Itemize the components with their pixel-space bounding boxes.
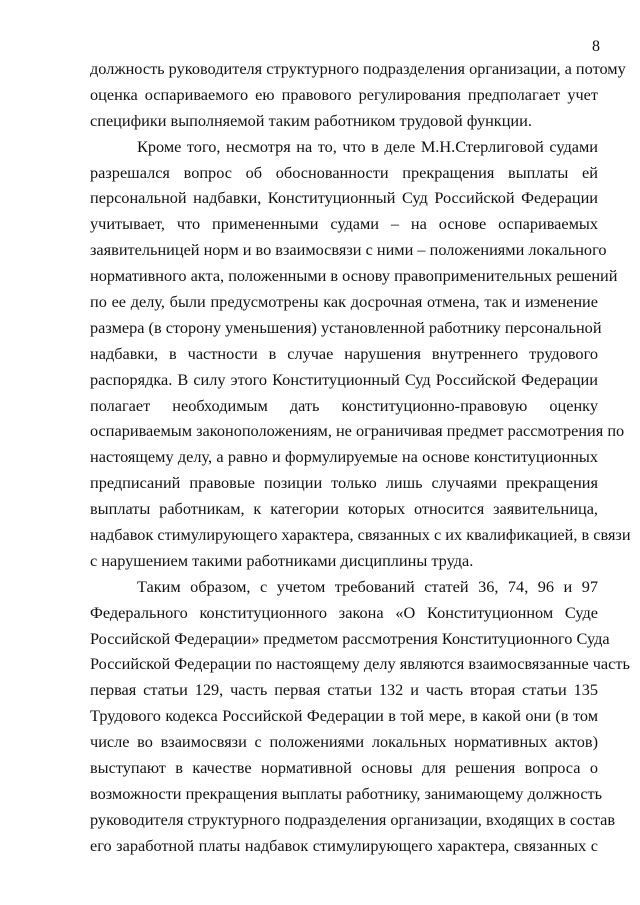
text-line: Таким образом, с учетом требований статей 36, 74, 96 и 97 xyxy=(137,576,598,596)
text-line: Российской Федерации по настоящему делу являются взаимосвязанные часть xyxy=(90,654,630,674)
text-line: по ее делу, были предусмотрены как досрочная отмена, так и изменение xyxy=(90,292,598,312)
document-body xyxy=(90,56,631,859)
page-number: 8 xyxy=(592,38,600,55)
text-line: Трудового кодекса Российской Федерации в той мере, в какой они (в том xyxy=(90,706,598,726)
text-line: должность руководителя структурного подразделения организации, а потому xyxy=(90,59,626,78)
text-line: с нарушением такими работниками дисциплины труда. xyxy=(90,550,474,570)
paragraph-1 xyxy=(90,56,626,134)
text-line: руководителя структурного подразделения организации, входящих в состав xyxy=(90,809,616,829)
text-line: выступают в качестве нормативной основы для решения вопроса о xyxy=(90,758,598,778)
text-line: специфики выполняемой таким работником трудовой функции. xyxy=(90,110,532,130)
text-line: размера (в сторону уменьшения) установленной работнику персональной xyxy=(90,317,602,337)
text-line: выплаты работникам, к категории которых относится заявительница, xyxy=(90,499,598,519)
text-line: оценка оспариваемого ею правового регулирования предполагает учет xyxy=(90,84,598,104)
text-line: полагает необходимым дать конституционно-правовую оценку xyxy=(90,395,598,415)
text-line: надбавки, в частности в случае нарушения внутреннего трудового xyxy=(90,343,598,363)
text-line: Российской Федерации» предметом рассмотрения Конституционного Суда xyxy=(90,628,610,648)
paragraph-3 xyxy=(90,574,630,859)
paragraph-2 xyxy=(90,134,631,574)
text-line: разрешался вопрос об обоснованности прекращения выплаты ей xyxy=(90,162,598,182)
text-line: учитывает, что примененными судами – на основе оспариваемых xyxy=(90,214,598,234)
text-line: Кроме того, несмотря на то, что в деле М.Н.Стерлиговой судами xyxy=(137,136,598,156)
text-line: числе во взаимосвязи с положениями локальных нормативных актов) xyxy=(90,732,598,752)
text-line: оспариваемым законоположениям, не ограничивая предмет рассмотрения по xyxy=(90,421,625,441)
text-line: заявительницей норм и во взаимосвязи с ними – положениями локального xyxy=(90,240,607,260)
text-line: возможности прекращения выплаты работнику, занимающему должность xyxy=(90,783,603,803)
text-line: Федерального конституционного закона «О Конституционном Суде xyxy=(90,602,598,622)
text-line: его заработной платы надбавок стимулирующего характера, связанных с xyxy=(90,835,598,855)
text-line: нормативного акта, положенными в основу правоприменительных решений xyxy=(90,266,618,286)
text-line: настоящему делу, а равно и формулируемые на основе конституционных xyxy=(90,447,598,467)
text-line: предписаний правовые позиции только лишь случаями прекращения xyxy=(90,473,598,493)
text-line: первая статьи 129, часть первая статьи 132 и часть вторая статьи 135 xyxy=(90,680,598,700)
text-line: надбавок стимулирующего характера, связанных с их квалификацией, в связи xyxy=(90,525,631,545)
text-line: персональной надбавки, Конституционный Суд Российской Федерации xyxy=(90,188,598,208)
text-line: распорядка. В силу этого Конституционный Суд Российской Федерации xyxy=(90,369,598,389)
